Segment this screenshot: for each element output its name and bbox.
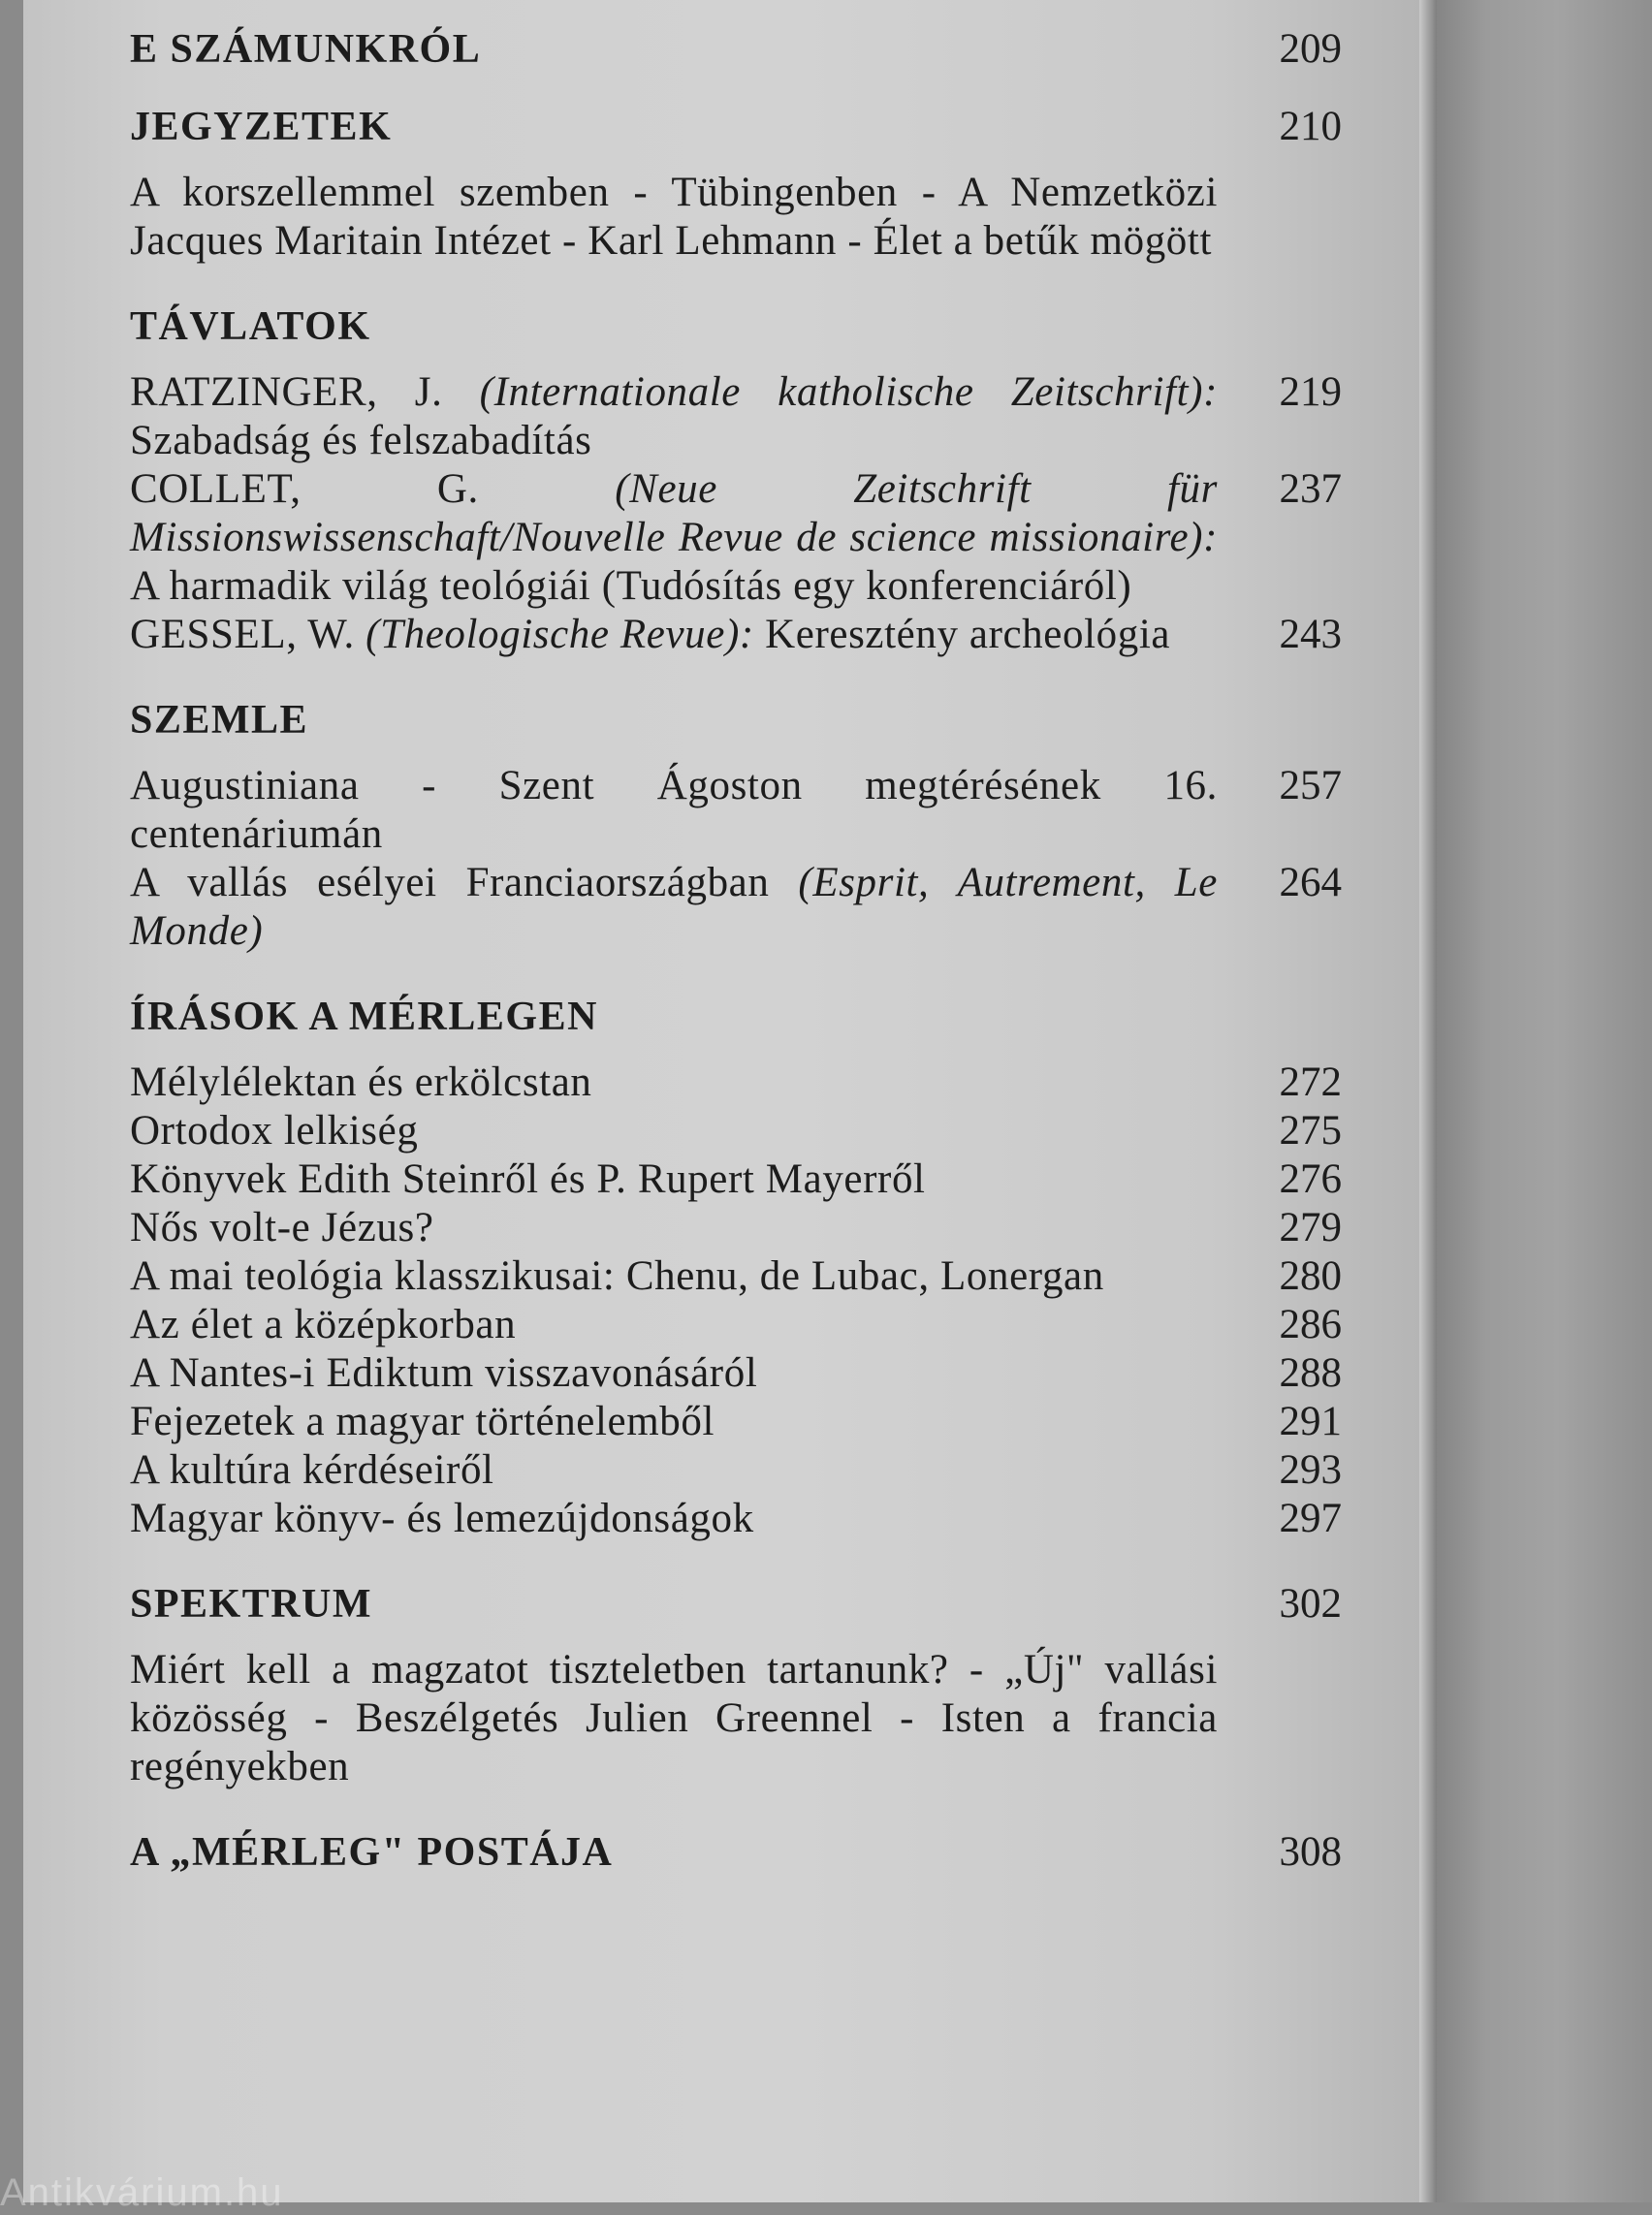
page-number: 275 — [1279, 1108, 1342, 1154]
section-title: A „MÉRLEG" POSTÁJA — [130, 1830, 614, 1875]
toc-entry — [130, 1252, 1342, 1301]
section-szemle — [130, 696, 1342, 956]
table-of-contents — [130, 25, 1342, 1914]
page-number: 264 — [1279, 860, 1342, 905]
page-number: 308 — [1279, 1829, 1342, 1875]
entry-source: (Esprit, Autrement, Le Monde) — [130, 860, 1218, 954]
toc-entry — [130, 465, 1342, 611]
entry-title: Augustiniana - Szent Ágoston megtérésének 16. centenáriumán — [130, 763, 1218, 857]
section-e-szamunkrol — [130, 25, 1342, 74]
page-number: 272 — [1279, 1060, 1342, 1105]
page-number: 237 — [1279, 466, 1342, 512]
page-number: 293 — [1279, 1447, 1342, 1493]
page-number: 297 — [1279, 1496, 1342, 1541]
entry-title: A vallás esélyei Franciaországban — [130, 860, 799, 905]
entry-source: (Internationale katholische Zeitschrift): — [479, 369, 1218, 415]
toc-entry — [130, 1446, 1342, 1495]
entry-source: (Neue Zeitschrift für Missionswissenschaft/Nouvelle Revue de science missionaire): — [130, 466, 1218, 560]
entry-title: Könyvek Edith Steinről és P. Rupert Mayerről — [130, 1156, 926, 1202]
toc-entry — [130, 762, 1342, 859]
entry-title: Fejezetek a magyar történelemből — [130, 1399, 715, 1444]
page-number: 210 — [1279, 104, 1342, 149]
section-title: E SZÁMUNKRÓL — [130, 27, 482, 72]
section-title: SZEMLE — [130, 698, 309, 743]
book-page — [23, 0, 1419, 2202]
section-summary: A korszellemmel szemben - Tübingenben - A Nemzetközi Jacques Maritain Intézet - Karl Lehmann - Élet a betűk mögött — [130, 170, 1218, 264]
page-number: 219 — [1279, 369, 1342, 415]
toc-entry — [130, 1398, 1342, 1446]
toc-entry — [130, 859, 1342, 956]
watermark: Antikvárium.hu — [0, 2171, 284, 2214]
page-edge — [1419, 0, 1437, 2202]
section-jegyzetek — [130, 103, 1342, 266]
section-irasok-a-merlegen — [130, 993, 1342, 1543]
entry-source: (Theologische Revue): — [365, 612, 754, 657]
toc-entry — [130, 1204, 1342, 1252]
page-number: 243 — [1279, 612, 1342, 657]
entry-author: RATZINGER, J. — [130, 369, 480, 415]
toc-entry — [130, 1155, 1342, 1204]
entry-title: Mélylélektan és erkölcstan — [130, 1060, 592, 1105]
entry-title: A Nantes-i Ediktum visszavonásáról — [130, 1350, 758, 1396]
toc-entry — [130, 1349, 1342, 1398]
entry-title: Nős volt-e Jézus? — [130, 1205, 434, 1250]
page-number: 280 — [1279, 1253, 1342, 1299]
background-surface — [1415, 0, 1652, 2202]
entry-title: A mai teológia klasszikusai: Chenu, de Lubac, Lonergan — [130, 1253, 1104, 1299]
page-number: 276 — [1279, 1156, 1342, 1202]
section-title: ÍRÁSOK A MÉRLEGEN — [130, 995, 598, 1039]
section-title: SPEKTRUM — [130, 1582, 373, 1627]
toc-entry — [130, 1059, 1342, 1107]
entry-title: A kultúra kérdéseiről — [130, 1447, 494, 1493]
page-number: 257 — [1279, 763, 1342, 808]
page-number: 288 — [1279, 1350, 1342, 1396]
page-number: 291 — [1279, 1399, 1342, 1444]
toc-entry — [130, 1301, 1342, 1349]
page-number: 209 — [1279, 26, 1342, 72]
section-title: TÁVLATOK — [130, 304, 371, 349]
entry-title: Az élet a középkorban — [130, 1302, 517, 1347]
section-spektrum — [130, 1580, 1342, 1791]
entry-title: Ortodox lelkiség — [130, 1108, 419, 1154]
entry-title: Keresztény archeológia — [753, 612, 1171, 657]
entry-title: Szabadság és felszabadítás — [130, 418, 592, 463]
toc-entry — [130, 368, 1342, 465]
toc-entry — [130, 1107, 1342, 1155]
page-number: 279 — [1279, 1205, 1342, 1250]
section-title: JEGYZETEK — [130, 105, 393, 149]
page-number: 302 — [1279, 1581, 1342, 1627]
section-postaja — [130, 1828, 1342, 1877]
toc-entry — [130, 1495, 1342, 1543]
section-tavlatok — [130, 302, 1342, 659]
section-summary: Miért kell a magzatot tiszteletben tartanunk? - „Új" vallási közösség - Beszélgetés Julien Greennel - Isten a francia regényekben — [130, 1647, 1218, 1789]
toc-entry — [130, 611, 1342, 659]
entry-title: Magyar könyv- és lemezújdonságok — [130, 1496, 754, 1541]
entry-title: A harmadik világ teológiái (Tudósítás egy konferenciáról) — [130, 563, 1132, 609]
entry-author: GESSEL, W. — [130, 612, 366, 657]
entry-author: COLLET, G. — [130, 466, 616, 512]
page-number: 286 — [1279, 1302, 1342, 1347]
